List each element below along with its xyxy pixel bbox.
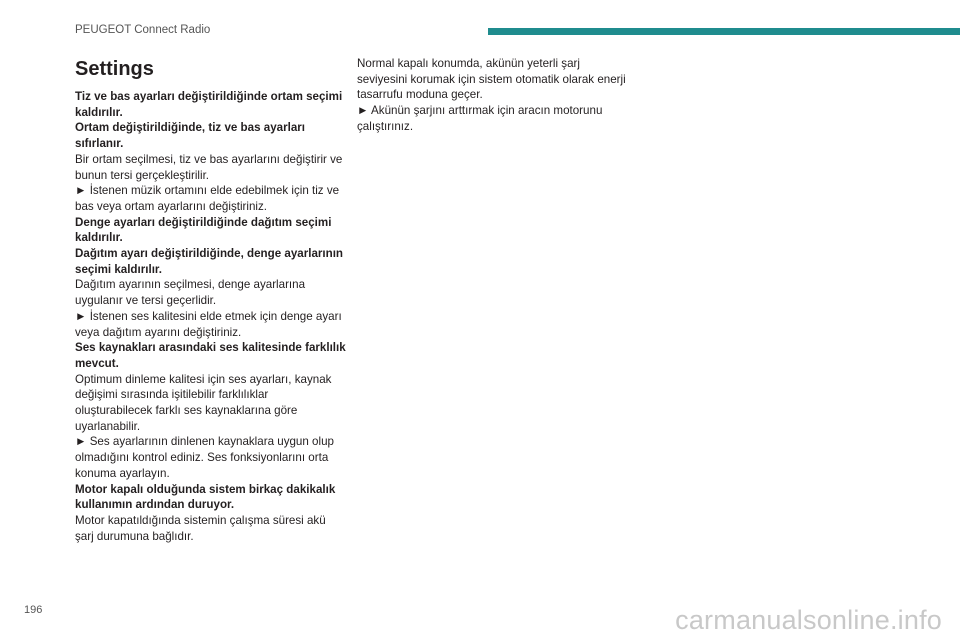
paragraph: ► Ses ayarlarının dinlenen kaynaklara uygun olup olmadığını kontrol ediniz. Ses fonksiyonlarını orta konuma ayarlayın. <box>75 435 334 480</box>
paragraph: Motor kapatıldığında sistemin çalışma süresi akü şarj durumuna bağlıdır. <box>75 513 326 543</box>
paragraph: ► Akünün şarjını arttırmak için aracın motorunu çalıştırınız. <box>357 104 603 133</box>
paragraph: Bir ortam seçilmesi, tiz ve bas ayarlarını değiştirir ve bunun tersi gerçekleştirilir. <box>75 152 343 182</box>
right-paragraphs <box>357 56 627 135</box>
paragraph: Normal kapalı konumda, akünün yeterli şarj seviyesini korumak için sistem otomatik olarak enerji tasarrufu moduna geçer. <box>357 57 626 102</box>
paragraph: Optimum dinleme kalitesi için ses ayarları, kaynak değişimi sırasında işitilebilir farklılıklar oluşturabilecek farklı ses kaynaklarına göre uyarlanabilir. <box>75 372 332 433</box>
subheading: Dağıtım ayarı değiştirildiğinde, denge ayarlarının seçimi kaldırılır. <box>75 247 344 276</box>
paragraph: Dağıtım ayarının seçilmesi, denge ayarlarına uygulanır ve tersi geçerlidir. <box>75 278 306 308</box>
left-column <box>75 54 347 544</box>
subheading: Motor kapalı olduğunda sistem birkaç dakikalık kullanımın ardından duruyor. <box>75 482 336 512</box>
subheading: Ortam değiştirildiğinde, tiz ve bas ayarları sıfırlanır. <box>75 121 306 151</box>
header-title: PEUGEOT Connect Radio <box>75 24 211 36</box>
section-title: Settings <box>75 58 154 80</box>
left-paragraphs <box>75 89 347 544</box>
subheading: Ses kaynakları arasındaki ses kalitesinde farklılık mevcut. <box>75 341 346 370</box>
page-number: 196 <box>24 604 43 616</box>
right-column <box>357 56 627 135</box>
paragraph: ► İstenen müzik ortamını elde edebilmek için tiz ve bas veya ortam ayarlarını değiştiriniz. <box>75 184 340 213</box>
watermark: carmanualsonline.info <box>675 605 942 635</box>
paragraph: ► İstenen ses kalitesini elde etmek için denge ayarı veya dağıtım ayarını değiştiriniz. <box>75 309 342 339</box>
header-accent-bar <box>488 28 960 35</box>
subheading: Denge ayarları değiştirildiğinde dağıtım seçimi kaldırılır. <box>75 215 332 245</box>
subheading: Tiz ve bas ayarları değiştirildiğinde ortam seçimi kaldırılır. <box>75 90 343 119</box>
